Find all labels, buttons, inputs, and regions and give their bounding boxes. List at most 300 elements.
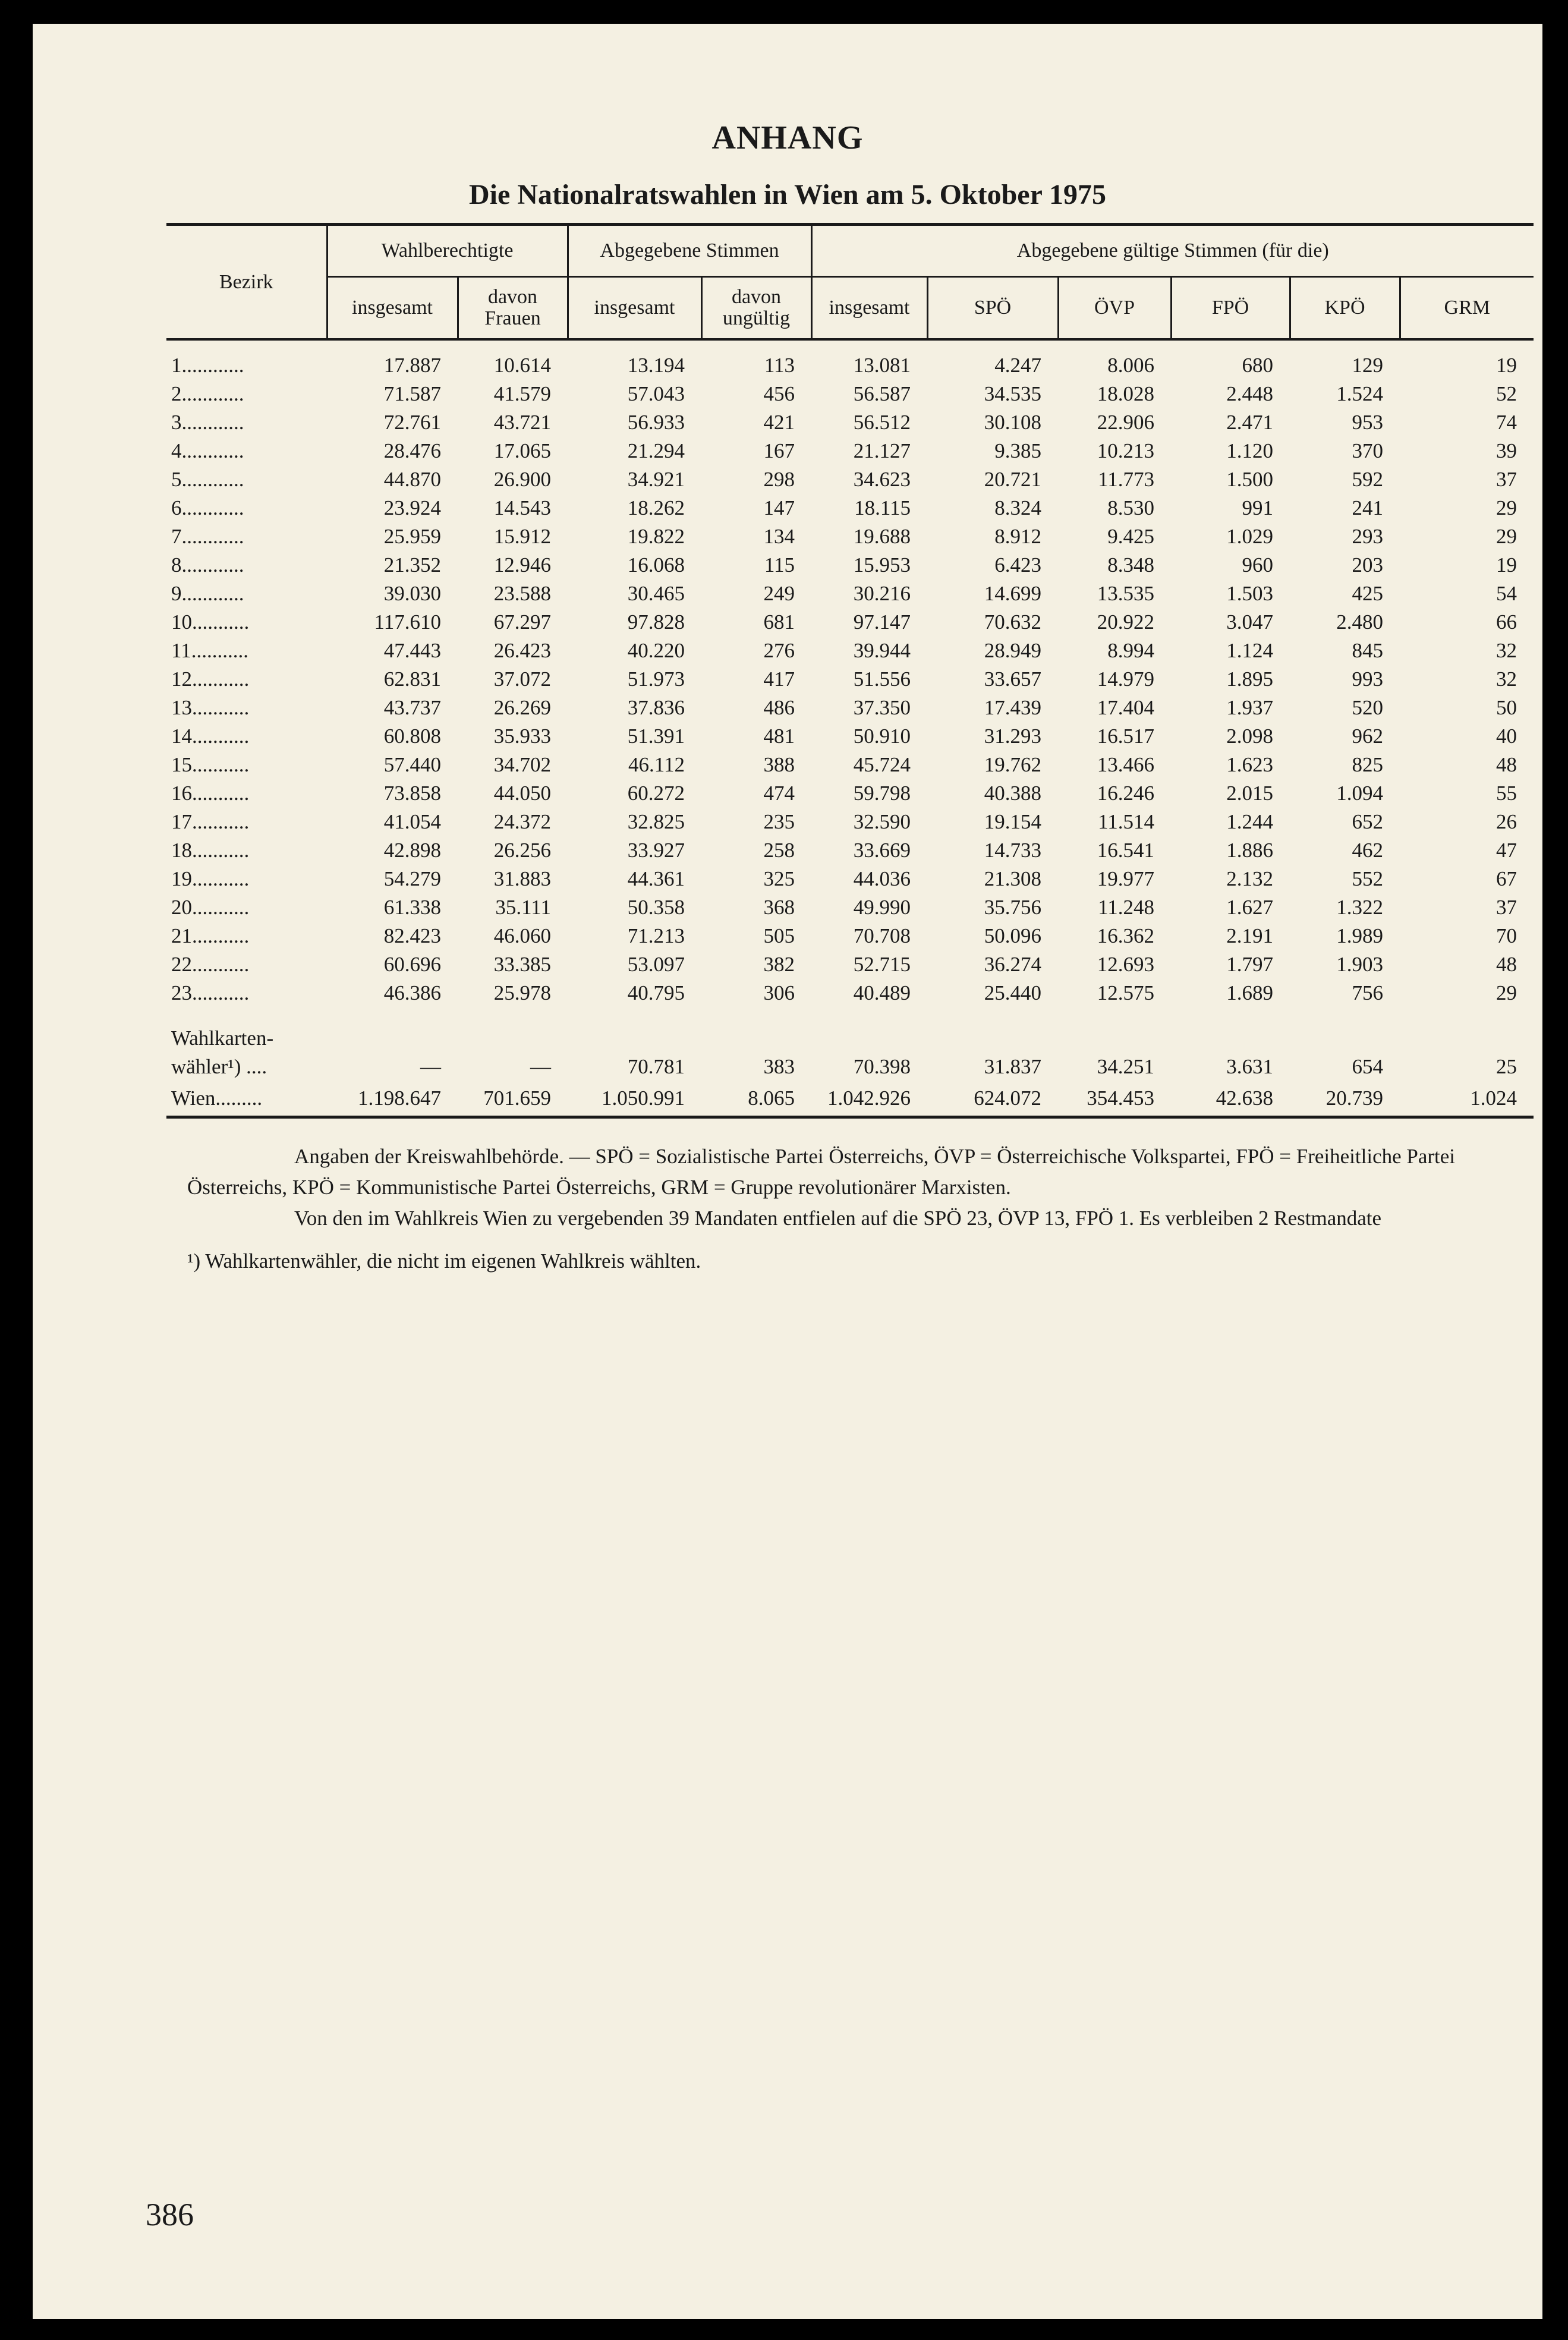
table-cell: 26.900: [493, 468, 551, 491]
header-gueltige-stimmen: Abgegebene gültige Stimmen (für die): [811, 225, 1534, 277]
table-cell: 1.029: [1226, 525, 1274, 548]
table-spacer: [166, 1007, 1534, 1024]
table-cell: 21.308: [984, 867, 1042, 890]
table-cell: 298: [763, 468, 795, 491]
table-row: [166, 808, 1534, 836]
table-cell: 47.443: [383, 639, 441, 662]
table-cell: 82.423: [383, 924, 441, 947]
table-row: [166, 751, 1534, 779]
table-cell: 60.696: [383, 953, 441, 976]
table-cell: 241: [1352, 496, 1384, 519]
table-row: [166, 465, 1534, 494]
table-cell: 52.715: [853, 953, 911, 976]
table-cell: 33.927: [627, 839, 685, 862]
table-cell: 29: [1496, 525, 1517, 548]
table-cell: 59.798: [853, 782, 911, 805]
table-cell: 991: [1242, 496, 1274, 519]
row-label-bezirk: 7............: [171, 525, 244, 548]
table-cell: 1.937: [1226, 696, 1274, 719]
table-cell: 235: [763, 810, 795, 833]
table-cell: 10.213: [1097, 439, 1155, 462]
table-row-wahlkarten: [166, 1053, 1534, 1081]
header-as-insgesamt: insgesamt: [568, 277, 701, 340]
table-cell: 2.015: [1226, 782, 1274, 805]
table-cell: 31.293: [984, 725, 1042, 748]
table-cell: 2.098: [1226, 725, 1274, 748]
table-cell: 44.050: [493, 782, 551, 805]
table-cell: 2.480: [1336, 610, 1384, 634]
table-cell: 456: [763, 382, 795, 405]
row-label-bezirk: 12...........: [171, 667, 250, 691]
table-row: [166, 339, 1534, 380]
table-cell: 1.895: [1226, 667, 1274, 691]
table-cell: 10.614: [493, 354, 551, 377]
table-cell: 481: [763, 725, 795, 748]
table-cell: 3.631: [1226, 1055, 1274, 1078]
table-cell: 37.072: [493, 667, 551, 691]
table-cell: 825: [1352, 753, 1384, 776]
table-cell: 624.072: [927, 1081, 1058, 1117]
table-cell: 19.977: [1097, 867, 1155, 890]
table-cell: 57.440: [383, 753, 441, 776]
table-cell: 960: [1242, 553, 1274, 577]
note-abbreviations: Angaben der Kreiswahlbehörde. — SPÖ = Sozialistische Partei Österreichs, ÖVP = Österreichische Volkspartei, FPÖ = Freiheitliche Partei Österreichs, KPÖ = Kommunistische Partei Österreichs, GRM = Gruppe revolutionärer Marxisten.: [187, 1145, 1456, 1199]
table-cell: 20.739: [1290, 1081, 1400, 1117]
table-cell: 40.795: [627, 981, 685, 1004]
table-cell: 70.398: [853, 1055, 911, 1078]
table-cell: 28.949: [984, 639, 1042, 662]
row-label-bezirk: 13...........: [171, 696, 250, 719]
table-cell: 20.721: [984, 468, 1042, 491]
table-cell: 4.247: [994, 354, 1042, 377]
table-cell: 13.194: [627, 354, 685, 377]
table-cell: 368: [763, 896, 795, 919]
table-cell: 18.115: [854, 496, 911, 519]
table-cell: 520: [1352, 696, 1384, 719]
table-cell: 552: [1352, 867, 1384, 890]
table-cell: 53.097: [627, 953, 685, 976]
table-cell: 35.933: [493, 725, 551, 748]
table-cell: 1.797: [1226, 953, 1274, 976]
table-cell: 35.756: [984, 896, 1042, 919]
table-cell: 701.659: [458, 1081, 568, 1117]
table-cell: 129: [1352, 354, 1384, 377]
table-cell: —: [530, 1055, 551, 1078]
table-cell: 3.047: [1226, 610, 1274, 634]
table-cell: 48: [1496, 953, 1517, 976]
row-label-bezirk: 20...........: [171, 896, 250, 919]
table-cell: 505: [763, 924, 795, 947]
table-cell: 31.837: [984, 1055, 1042, 1078]
table-cell: 25: [1496, 1055, 1517, 1078]
table-cell: 1.050.991: [568, 1081, 701, 1117]
table-cell: 74: [1496, 411, 1517, 434]
table-cell: 8.006: [1107, 354, 1155, 377]
table-row: [166, 608, 1534, 637]
header-davon-frauen: davon Frauen: [458, 277, 568, 340]
election-results-table-wrap: [166, 223, 1534, 1119]
row-label-bezirk: 4............: [171, 439, 244, 462]
table-cell: 293: [1352, 525, 1384, 548]
table-cell: 30.108: [984, 411, 1042, 434]
table-row: [166, 893, 1534, 922]
table-cell: 962: [1352, 725, 1384, 748]
table-cell: 23.588: [493, 582, 551, 605]
table-cell: 56.933: [627, 411, 685, 434]
table-cell: 40.220: [627, 639, 685, 662]
table-cell: 51.973: [627, 667, 685, 691]
table-cell: 26.423: [493, 639, 551, 662]
table-cell: 1.244: [1226, 810, 1274, 833]
table-cell: 39.030: [383, 582, 441, 605]
table-cell: 8.994: [1107, 639, 1155, 662]
table-cell: 19.688: [853, 525, 911, 548]
page-number: 386: [146, 2197, 194, 2232]
table-cell: 62.831: [383, 667, 441, 691]
table-cell: 73.858: [383, 782, 441, 805]
table-cell: 680: [1242, 354, 1274, 377]
table-cell: 57.043: [627, 382, 685, 405]
table-cell: 19.762: [984, 753, 1042, 776]
notes: [187, 1141, 1519, 1277]
table-cell: 32: [1496, 639, 1517, 662]
table-cell: 71.587: [383, 382, 441, 405]
table-cell: 1.623: [1226, 753, 1274, 776]
table-cell: 44.361: [627, 867, 685, 890]
table-cell: 30.465: [627, 582, 685, 605]
table-cell: 37.350: [853, 696, 911, 719]
table-cell: 21.352: [383, 553, 441, 577]
table-cell: 41.579: [493, 382, 551, 405]
table-cell: 474: [763, 782, 795, 805]
table-cell: 16.517: [1097, 725, 1155, 748]
table-row: [166, 408, 1534, 437]
table-cell: 32: [1496, 667, 1517, 691]
table-cell: 34.251: [1097, 1055, 1155, 1078]
header-oevp: ÖVP: [1058, 277, 1171, 340]
table-cell: 48: [1496, 753, 1517, 776]
table-row-wahlkarten-label: [166, 1024, 1534, 1053]
table-cell: 54.279: [383, 867, 441, 890]
table-cell: 11.773: [1098, 468, 1155, 491]
table-cell: 258: [763, 839, 795, 862]
header-abgegebene-stimmen: Abgegebene Stimmen: [568, 225, 811, 277]
table-cell: 26.256: [493, 839, 551, 862]
table-cell: 15.953: [853, 553, 911, 577]
table-cell: 50.096: [984, 924, 1042, 947]
row-label-bezirk: 9............: [171, 582, 244, 605]
row-label-bezirk: 11...........: [171, 639, 248, 662]
row-label-bezirk: 22...........: [171, 953, 250, 976]
table-cell: 12.693: [1097, 953, 1155, 976]
table-cell: 8.065: [701, 1081, 811, 1117]
table-cell: 26: [1496, 810, 1517, 833]
table-cell: 70.708: [853, 924, 911, 947]
row-label-bezirk: 8............: [171, 553, 244, 577]
table-cell: 39: [1496, 439, 1517, 462]
table-cell: 382: [763, 953, 795, 976]
table-cell: 14.543: [493, 496, 551, 519]
table-cell: 12.946: [493, 553, 551, 577]
document-page: [33, 24, 1542, 2319]
table-cell: 26.269: [493, 696, 551, 719]
table-cell: 370: [1352, 439, 1384, 462]
table-cell: 51.391: [627, 725, 685, 748]
table-cell: 19: [1496, 354, 1517, 377]
table-cell: 167: [763, 439, 795, 462]
table-cell: 25.978: [493, 981, 551, 1004]
table-cell: 8.530: [1107, 496, 1155, 519]
table-cell: 17.439: [984, 696, 1042, 719]
table-cell: 13.081: [853, 354, 911, 377]
table-cell: 993: [1352, 667, 1384, 691]
table-cell: 117.610: [374, 610, 441, 634]
row-label-bezirk: 23...........: [171, 981, 250, 1004]
table-cell: 41.054: [383, 810, 441, 833]
header-fpoe: FPÖ: [1171, 277, 1290, 340]
table-cell: 9.425: [1107, 525, 1155, 548]
table-cell: 37: [1496, 896, 1517, 919]
table-cell: 50.358: [627, 896, 685, 919]
table-cell: 35.111: [495, 896, 551, 919]
table-cell: 28.476: [383, 439, 441, 462]
table-cell: 34.623: [853, 468, 911, 491]
table-row: [166, 779, 1534, 808]
table-body: [166, 339, 1534, 1117]
table-row-wien-total: [166, 1081, 1534, 1117]
table-cell: 15.912: [493, 525, 551, 548]
table-cell: 33.669: [853, 839, 911, 862]
table-cell: 55: [1496, 782, 1517, 805]
table-row: [166, 437, 1534, 465]
table-cell: 845: [1352, 639, 1384, 662]
table-cell: 36.274: [984, 953, 1042, 976]
table-cell: 97.147: [853, 610, 911, 634]
table-cell: 486: [763, 696, 795, 719]
table-cell: 37: [1496, 468, 1517, 491]
table-row: [166, 722, 1534, 751]
table-cell: 47: [1496, 839, 1517, 862]
table-row: [166, 665, 1534, 694]
table-cell: 425: [1352, 582, 1384, 605]
table-cell: 9.385: [994, 439, 1042, 462]
table-cell: 1.500: [1226, 468, 1274, 491]
table-cell: 12.575: [1097, 981, 1155, 1004]
table-cell: 32.590: [853, 810, 911, 833]
table-row: [166, 950, 1534, 979]
table-cell: 462: [1352, 839, 1384, 862]
table-cell: 17.065: [493, 439, 551, 462]
table-cell: 2.448: [1226, 382, 1274, 405]
table-cell: 31.883: [493, 867, 551, 890]
table-cell: 1.903: [1336, 953, 1384, 976]
table-cell: 681: [763, 610, 795, 634]
table-row: [166, 865, 1534, 893]
table-cell: 25.959: [383, 525, 441, 548]
table-cell: 6.423: [994, 553, 1042, 577]
table-cell: 46.060: [493, 924, 551, 947]
table-cell: 1.989: [1336, 924, 1384, 947]
table-row: [166, 380, 1534, 408]
table-cell: 60.272: [627, 782, 685, 805]
table-cell: 46.112: [628, 753, 685, 776]
table-row: [166, 979, 1534, 1007]
table-cell: —: [420, 1055, 441, 1078]
table-cell: 14.699: [984, 582, 1042, 605]
table-cell: 1.503: [1226, 582, 1274, 605]
table-cell: 40: [1496, 725, 1517, 748]
table-row: [166, 551, 1534, 580]
table-cell: 46.386: [383, 981, 441, 1004]
table-cell: 306: [763, 981, 795, 1004]
table-cell: 67: [1496, 867, 1517, 890]
table-cell: 70: [1496, 924, 1517, 947]
table-cell: 19.154: [984, 810, 1042, 833]
table-cell: 97.828: [627, 610, 685, 634]
table-cell: 2.191: [1226, 924, 1274, 947]
table-cell: 19.822: [627, 525, 685, 548]
table-cell: 32.825: [627, 810, 685, 833]
row-label-bezirk: 6............: [171, 496, 244, 519]
row-label-bezirk: 19...........: [171, 867, 250, 890]
table-cell: 1.024: [1400, 1081, 1534, 1117]
table-cell: 421: [763, 411, 795, 434]
row-label-bezirk: 16...........: [171, 782, 250, 805]
table-cell: 33.657: [984, 667, 1042, 691]
table-cell: 654: [1352, 1055, 1384, 1078]
table-row: [166, 494, 1534, 522]
table-cell: 66: [1496, 610, 1517, 634]
table-cell: 11.248: [1098, 896, 1155, 919]
table-cell: 21.294: [627, 439, 685, 462]
table-cell: 20.922: [1097, 610, 1155, 634]
note-mandates: Von den im Wahlkreis Wien zu vergebenden 39 Mandaten entfielen auf die SPÖ 23, ÖVP 13, FPÖ 1. Es verbleiben 2 Restmandate: [294, 1207, 1382, 1230]
table-cell: 11.514: [1098, 810, 1155, 833]
table-cell: 1.886: [1226, 839, 1274, 862]
table-cell: 44.036: [853, 867, 911, 890]
table-cell: 61.338: [383, 896, 441, 919]
header-spoe: SPÖ: [927, 277, 1058, 340]
table-cell: 45.724: [853, 753, 911, 776]
table-cell: 953: [1352, 411, 1384, 434]
table-cell: 203: [1352, 553, 1384, 577]
row-label-bezirk: 5............: [171, 468, 244, 491]
table-cell: 16.068: [627, 553, 685, 577]
table-row: [166, 694, 1534, 722]
table-cell: 37.836: [627, 696, 685, 719]
table-cell: 70.632: [984, 610, 1042, 634]
table-cell: 34.702: [493, 753, 551, 776]
table-cell: 50.910: [853, 725, 911, 748]
table-cell: 8.348: [1107, 553, 1155, 577]
header-grm: GRM: [1400, 277, 1534, 340]
row-label-bezirk: 21...........: [171, 924, 250, 947]
row-label-bezirk: 3............: [171, 411, 244, 434]
table-cell: 13.535: [1097, 582, 1155, 605]
table-cell: 1.322: [1336, 896, 1384, 919]
table-cell: 40.489: [853, 981, 911, 1004]
footnote: ¹) Wahlkartenwähler, die nicht im eigenen Wahlkreis wählten.: [187, 1249, 701, 1273]
table-cell: 43.737: [383, 696, 441, 719]
header-gs-insgesamt: insgesamt: [811, 277, 927, 340]
table-cell: 51.556: [853, 667, 911, 691]
table-cell: 249: [763, 582, 795, 605]
header-wahlberechtigte: Wahlberechtigte: [327, 225, 568, 277]
table-cell: 276: [763, 639, 795, 662]
table-cell: 18.262: [627, 496, 685, 519]
table-cell: 1.094: [1336, 782, 1384, 805]
table-cell: 25.440: [984, 981, 1042, 1004]
table-cell: 383: [763, 1055, 795, 1078]
table-cell: 17.887: [383, 354, 441, 377]
table-cell: 22.906: [1097, 411, 1155, 434]
table-cell: 40.388: [984, 782, 1042, 805]
table-cell: 652: [1352, 810, 1384, 833]
row-label-bezirk: 18...........: [171, 839, 250, 862]
row-label-bezirk: 15...........: [171, 753, 250, 776]
table-cell: 52: [1496, 382, 1517, 405]
table-cell: 1.689: [1226, 981, 1274, 1004]
table-cell: 49.990: [853, 896, 911, 919]
table-cell: 67.297: [493, 610, 551, 634]
table-cell: 34.921: [627, 468, 685, 491]
table-row: [166, 637, 1534, 665]
row-label-bezirk: 2............: [171, 382, 244, 405]
table-cell: 16.362: [1097, 924, 1155, 947]
table-cell: 42.898: [383, 839, 441, 862]
table-cell: 325: [763, 867, 795, 890]
table-cell: 70.781: [627, 1055, 685, 1078]
row-label-wahlkarten: Wahlkarten-: [171, 1026, 274, 1050]
table-cell: 72.761: [383, 411, 441, 434]
table-cell: 1.124: [1226, 639, 1274, 662]
table-cell: 29: [1496, 496, 1517, 519]
table-cell: 147: [763, 496, 795, 519]
table-cell: 1.627: [1226, 896, 1274, 919]
table-cell: 33.385: [493, 953, 551, 976]
table-cell: 54: [1496, 582, 1517, 605]
table-row: [166, 522, 1534, 551]
table-cell: 56.512: [853, 411, 911, 434]
table-cell: 134: [763, 525, 795, 548]
row-label-bezirk: 1............: [171, 354, 244, 377]
election-results-table: [166, 223, 1534, 1119]
table-cell: 592: [1352, 468, 1384, 491]
header-bezirk: Bezirk: [166, 225, 327, 340]
row-label-bezirk: 14...........: [171, 725, 250, 748]
table-cell: 16.246: [1097, 782, 1155, 805]
table-cell: 14.733: [984, 839, 1042, 862]
table-cell: Wien.........: [166, 1081, 327, 1117]
header-wb-insgesamt: insgesamt: [327, 277, 458, 340]
row-label-waehler: wähler¹) ....: [171, 1055, 267, 1078]
table-cell: 24.372: [493, 810, 551, 833]
table-cell: 8.324: [994, 496, 1042, 519]
table-cell: 1.042.926: [811, 1081, 927, 1117]
table-cell: 19: [1496, 553, 1517, 577]
table-cell: 1.120: [1226, 439, 1274, 462]
table-cell: 113: [764, 354, 795, 377]
table-cell: 17.404: [1097, 696, 1155, 719]
table-cell: 60.808: [383, 725, 441, 748]
header-kpoe: KPÖ: [1290, 277, 1400, 340]
table-cell: 2.471: [1226, 411, 1274, 434]
header-davon-ungueltig: davon ungültig: [701, 277, 811, 340]
table-cell: 417: [763, 667, 795, 691]
table-cell: 8.912: [994, 525, 1042, 548]
page-subtitle: Die Nationalratswahlen in Wien am 5. Oktober 1975: [468, 179, 1107, 210]
table-row: [166, 922, 1534, 950]
